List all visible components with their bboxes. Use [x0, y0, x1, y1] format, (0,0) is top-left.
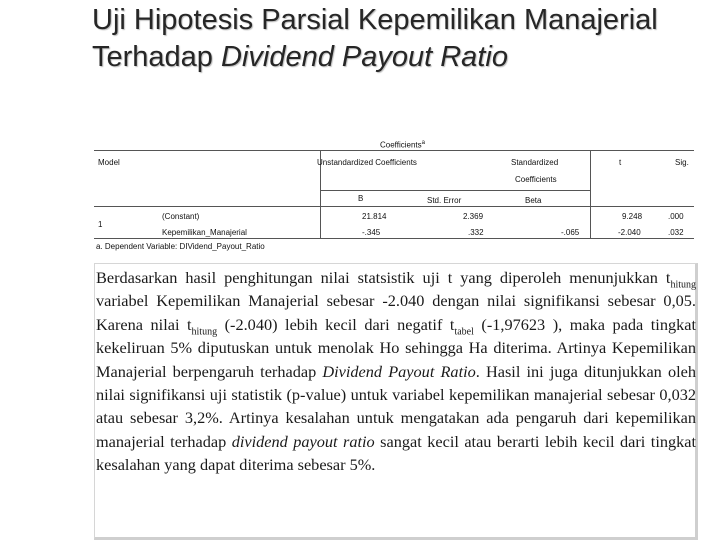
- row-b: -.345: [362, 228, 381, 237]
- header-coefficients: Coefficients: [515, 175, 557, 184]
- slide-title: [92, 2, 704, 76]
- slide-title-text: Uji Hipotesis Parsial Kepemilikan Manajerial Terhadap: [92, 4, 658, 73]
- row-beta: -.065: [561, 228, 580, 237]
- row-label: Kepemilikan_Manajerial: [162, 228, 247, 237]
- header-sig: Sig.: [675, 158, 689, 167]
- header-std-error: Std. Error: [427, 196, 462, 205]
- subscript-tabel: tabel: [454, 326, 474, 338]
- row-std-error: .332: [468, 228, 484, 237]
- slide-title-italic: Dividend Payout Ratio: [221, 41, 508, 73]
- italic-term: dividend payout ratio: [231, 431, 375, 451]
- header-t: t: [619, 158, 622, 167]
- row-sig: .000: [668, 212, 684, 221]
- model-number: 1: [98, 220, 103, 229]
- row-b: 21.814: [362, 212, 387, 221]
- row-t: -2.040: [618, 228, 641, 237]
- explanation-paragraph: Berdasarkan hasil penghitungan nilai statsistik uji t yang diperoleh menunjukkan $t_{hitung}$ variabel Kepemilikan Manajerial sebesar -2.040 dengan nilai signifikansi sebesar 0,05. Karena nilai $t_{hitung}$ (-2.040) lebih kecil dari negatif $t_{tabel}$ (-1,97623 ), maka pada tingkat kekeliruan 5% diputuskan untuk menolak Ho sehingga Ha diterima. Artinya Kepemilikan Manajerial berpengaruh terhadap Dividend Payout Ratio. Hasil ini juga ditunjukkan oleh nilai signifikansi uji statistik (p-value) untuk variabel kepemilikan manajerial sebesar 0,032 atau sebesar 3,2%. Artinya kesalahan untuk mengatakan ada pengaruh dari kepemilikan manajerial terhadap dividend payout ratio sangat kecil atau berarti lebih kecil dari tingkat kesalahan yang dapat diterima sebesar 5%.: [96, 268, 697, 475]
- header-model: Model: [98, 158, 120, 167]
- table-caption-sup: a: [421, 140, 425, 146]
- subscript-hitung: hitung: [670, 279, 696, 291]
- header-unstandardized: Unstandardized Coefficients: [317, 158, 417, 167]
- row-std-error: 2.369: [463, 212, 484, 221]
- row-sig: .032: [668, 228, 684, 237]
- table-footnote: a. Dependent Variable: DIVidend_Payout_Ratio: [96, 242, 265, 251]
- row-label: (Constant): [162, 212, 200, 221]
- header-standardized: Standardized: [511, 158, 559, 167]
- subscript-hitung: hitung: [191, 326, 218, 338]
- row-t: 9.248: [622, 212, 643, 221]
- table-caption: Coefficients$^a$: [380, 140, 425, 150]
- header-b: B: [358, 194, 364, 203]
- italic-term: Dividend Payout Ratio: [322, 361, 476, 381]
- coefficients-table: [94, 138, 694, 258]
- header-beta: Beta: [525, 196, 542, 205]
